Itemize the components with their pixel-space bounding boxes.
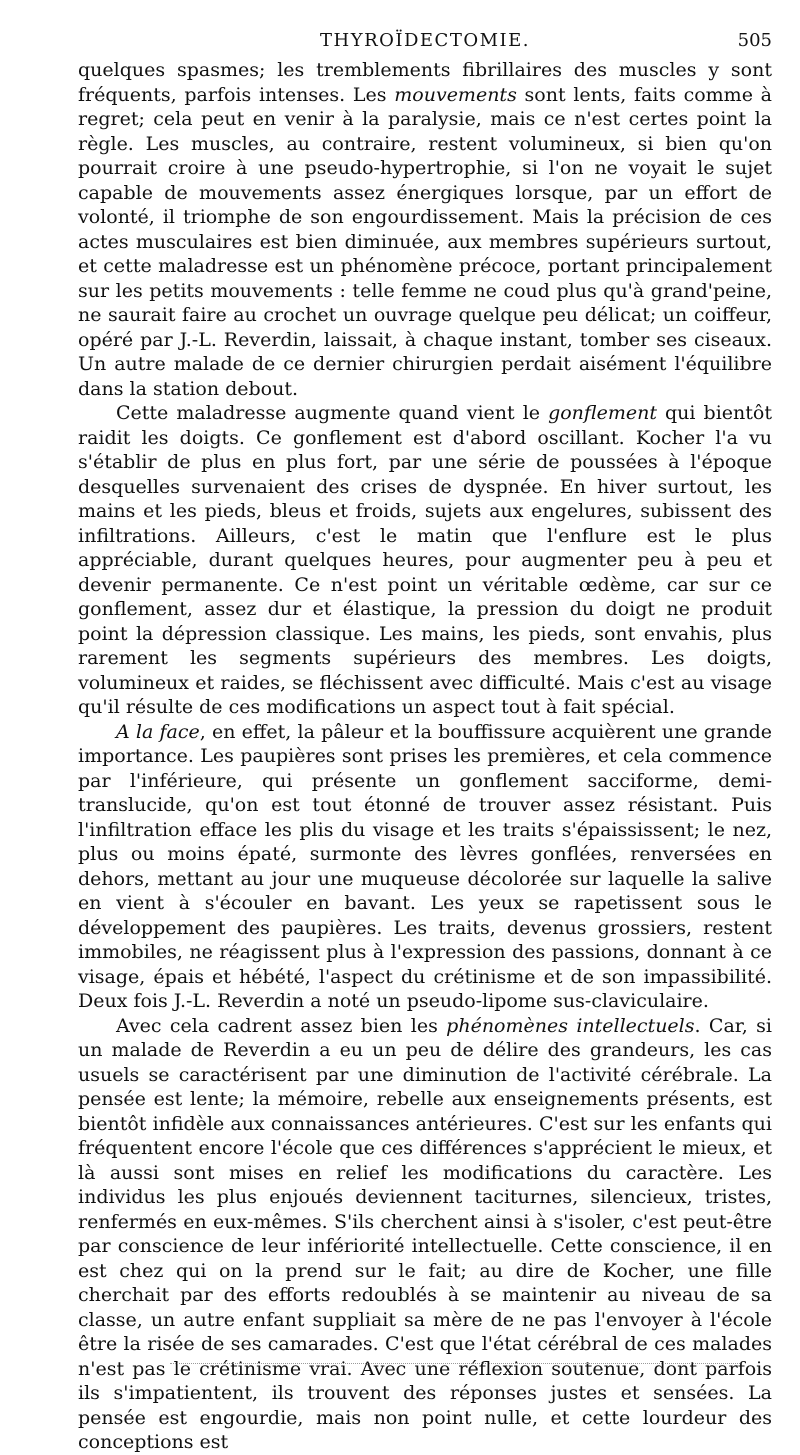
body-text bbox=[78, 58, 772, 1455]
text-segment: . Car, si un malade de Reverdin a eu un peu de délire des grandeurs, les cas usuels se caractérisent par une diminution de l'activité cérébrale. La pensée est lente; la mémoire, rebelle aux enseignements présents, est bientôt infidèle aux connaissances antérieures. C'est sur les enfants qui fréquentent encore l'école que ces différences s'apprécient le mieux, et là aussi sont mises en relief les modifications du caractère. Les individus les plus enjoués deviennent taciturnes, silencieux, tristes, renfermés en eux-mêmes. S'ils cherchent ainsi à s'isoler, c'est peut-être par conscience de leur infériorité intellectuelle. Cette conscience, il en est chez qui on la prend sur le fait; au dire de Kocher, une fille cherchait par des efforts redoublés à se maintenir au niveau de sa classe, un autre enfant suppliait sa mère de ne pas l'envoyer à l'école être la risée de ses camarades. C'est que l'état cérébral de ces malades n'est pas le crétinisme vrai. Avec une réflexion soutenue, dont parfois ils s'impatientent, ils trouvent des réponses justes et sensées. La pensée est engourdie, mais non point nulle, et cette lourdeur des conceptions est bbox=[78, 1014, 772, 1453]
paragraph-3 bbox=[78, 720, 772, 1014]
footer-rule bbox=[170, 1363, 740, 1364]
page-number: 505 bbox=[737, 30, 772, 51]
text-segment: Avec cela cadrent assez bien les bbox=[116, 1014, 447, 1037]
running-title: THYROÏDECTOMIE. bbox=[319, 30, 530, 51]
italic-term: phénomènes intellectuels bbox=[446, 1014, 695, 1037]
paragraph-2 bbox=[78, 401, 772, 720]
italic-term: gonflement bbox=[548, 402, 657, 424]
text-segment: , en effet, la pâleur et la bouffissure acquièrent une grande importance. Les paupières sont prises les premières, et cela commence par l'inférieure, qui présente un gonflement sacciforme, demi-translucide, qu'on est tout étonné de trouver assez résistant. Puis l'infiltration efface les plis du visage et les traits s'épaississent; le nez, plus ou moins épaté, surmonte des lèvres gonflées, renversées en dehors, mettant au jour une muqueuse décolorée sur laquelle la salive en vient à s'écouler en bavant. Les yeux se rapetissent sous le développement des paupières. Les traits, devenus grossiers, restent immobiles, ne réagissent plus à l'expression des passions, donnant à ce visage, épais et hébété, l'aspect du crétinisme et de son impassibilité. Deux fois J.-L. Reverdin a noté un pseudo-lipome sus-claviculaire. bbox=[78, 720, 772, 1012]
paragraph-1 bbox=[78, 58, 772, 401]
paragraph-4 bbox=[78, 1014, 772, 1455]
italic-term: A la face bbox=[116, 720, 200, 743]
text-segment: qui bientôt raidit les doigts. Ce gonflement est d'abord oscillant. Kocher l'a vu s'établir de plus en plus fort, par une série de poussées à l'époque desquelles survenaient des crises de dyspnée. En hiver surtout, les mains et les pieds, bleus et froids, sujets aux engelures, subissent des infiltrations. Ailleurs, c'est le matin que l'enflure est le plus appréciable, durant quelques heures, pour augmenter peu à peu et devenir permanente. Ce n'est point un véritable œdème, car sur ce gonflement, assez dur et élastique, la pression du doigt ne produit point la dépression classique. Les mains, les pieds, sont envahis, plus rarement les segments supérieurs des membres. Les doigts, volumineux et raides, se fléchissent avec difficulté. Mais c'est au visage qu'il résulte de ces modifications un aspect tout à fait spécial. bbox=[78, 402, 772, 718]
text-segment: sont lents, faits comme à regret; cela peut en venir à la paralysie, mais ce n'est certes point la règle. Les muscles, au contraire, restent volumineux, si bien qu'on pourrait croire à une pseudo-hypertrophie, si l'on ne voyait le sujet capable de mouvements assez énergiques lorsque, par un effort de volonté, il triomphe de son engourdissement. Mais la précision de ces actes musculaires est bien diminuée, aux membres supérieurs surtout, et cette maladresse est un phénomène précoce, portant principalement sur les petits mouvements : telle femme ne coud plus qu'à grand'peine, ne saurait faire au crochet un ouvrage quelque peu délicat; un coiffeur, opéré par J.-L. Reverdin, laissait, à chaque instant, tomber ses ciseaux. Un autre malade de ce dernier chirurgien perdait aisément l'équilibre dans la station debout. bbox=[78, 83, 772, 400]
italic-term: mouvements bbox=[394, 83, 517, 106]
text-segment: quelques spasmes; les tremblements fibrillaires des muscles y sont fréquents, parfois intenses. Les bbox=[78, 59, 772, 106]
page-header bbox=[78, 30, 772, 56]
text-segment: Cette maladresse augmente quand vient le bbox=[116, 402, 549, 424]
